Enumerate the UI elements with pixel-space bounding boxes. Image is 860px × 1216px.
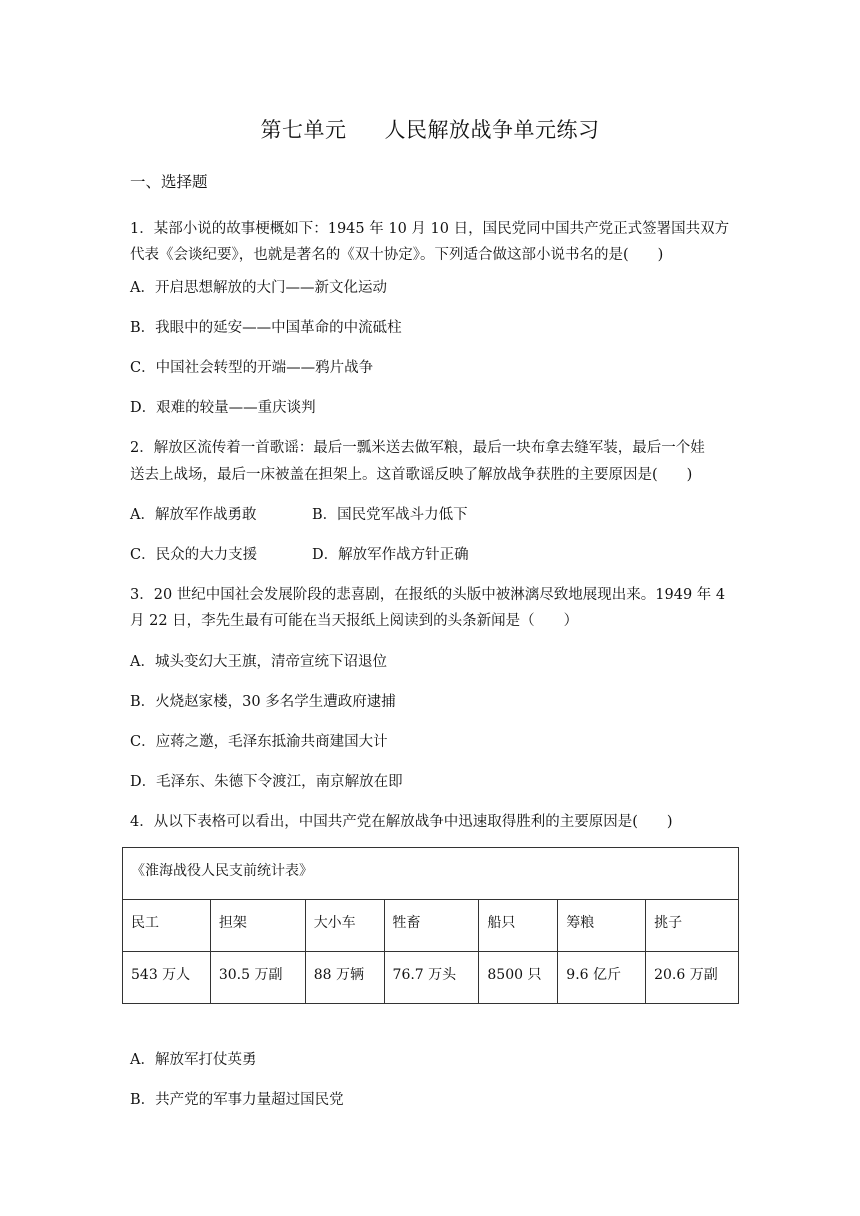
q1-option-d: D．艰难的较量——重庆谈判 bbox=[130, 400, 316, 416]
table-header-cell: 牲畜 bbox=[384, 900, 479, 952]
q2-options-row2 bbox=[130, 543, 469, 564]
q2-stem-line2: 送去上战场，最后一床被盖在担架上。这首歌谣反映了解放战争获胜的主要原因是( ) bbox=[130, 467, 693, 483]
section-heading: 一、选择题 bbox=[130, 173, 208, 191]
q1-stem-line2: 代表《会谈纪要》，也就是著名的《双十协定》。下列适合做这部小说书名的是( ) bbox=[130, 247, 664, 263]
title-unit: 第七单元 bbox=[260, 118, 347, 142]
table-header-cell: 挑子 bbox=[646, 900, 739, 952]
q3-option-c: C．应蒋之邀，毛泽东抵渝共商建国大计 bbox=[130, 734, 388, 750]
q1-option-c: C．中国社会转型的开端——鸦片战争 bbox=[130, 360, 374, 376]
q3-stem-line1: 3．20 世纪中国社会发展阶段的悲喜剧，在报纸的头版中被淋漓尽致地展现出来。1949 年 4 bbox=[130, 587, 726, 603]
q2-option-a: A．解放军作战勇敢 bbox=[130, 507, 257, 523]
table-header-cell: 担架 bbox=[210, 900, 305, 952]
q3-option-a: A．城头变幻大王旗，清帝宣统下诏退位 bbox=[130, 654, 387, 670]
q3-stem-line2: 月 22 日，李先生最有可能在当天报纸上阅读到的头条新闻是（ ） bbox=[130, 613, 579, 629]
q4-stem: 4．从以下表格可以看出，中国共产党在解放战争中迅速取得胜利的主要原因是( ) bbox=[130, 814, 673, 830]
q2-stem-line1: 2．解放区流传着一首歌谣：最后一瓢米送去做军粮，最后一块布拿去缝军装，最后一个娃 bbox=[130, 440, 705, 456]
table-cell: 543 万人 bbox=[123, 952, 211, 1004]
support-statistics-table bbox=[122, 847, 739, 1004]
table-cell: 88 万辆 bbox=[305, 952, 384, 1004]
table-header-cell: 民工 bbox=[123, 900, 211, 952]
table-header-cell: 筹粮 bbox=[558, 900, 646, 952]
q3-option-b: B．火烧赵家楼，30 多名学生遭政府逮捕 bbox=[130, 694, 396, 710]
table-header-row bbox=[123, 900, 739, 952]
table-cell: 8500 只 bbox=[479, 952, 558, 1004]
q2-option-c: C．民众的大力支援 bbox=[130, 547, 258, 563]
page-title bbox=[0, 114, 860, 144]
q2-option-b: B．国民党军战斗力低下 bbox=[312, 507, 468, 523]
table-cell: 9.6 亿斤 bbox=[558, 952, 646, 1004]
q1-option-b: B．我眼中的延安——中国革命的中流砥柱 bbox=[130, 320, 402, 336]
q2-option-d: D．解放军作战方针正确 bbox=[312, 547, 469, 563]
q2-options-row1 bbox=[130, 503, 468, 524]
q4-option-a: A．解放军打仗英勇 bbox=[130, 1052, 257, 1068]
table-cell: 20.6 万副 bbox=[646, 952, 739, 1004]
q4-option-b: B．共产党的军事力量超过国民党 bbox=[130, 1092, 344, 1108]
table-cell: 76.7 万头 bbox=[384, 952, 479, 1004]
table-header-cell: 大小车 bbox=[305, 900, 384, 952]
q3-option-d: D．毛泽东、朱德下令渡江，南京解放在即 bbox=[130, 774, 403, 790]
table-row bbox=[123, 952, 739, 1004]
title-topic: 人民解放战争单元练习 bbox=[384, 118, 600, 142]
q1-option-a: A．开启思想解放的大门——新文化运动 bbox=[130, 280, 387, 296]
table-header-cell: 船只 bbox=[479, 900, 558, 952]
q1-stem-line1: 1．某部小说的故事梗概如下：1945 年 10 月 10 日，国民党同中国共产党正式签署国共双方 bbox=[130, 221, 730, 237]
table-cell: 30.5 万副 bbox=[210, 952, 305, 1004]
table-caption-row bbox=[123, 848, 739, 900]
table-caption: 《淮海战役人民支前统计表》 bbox=[123, 848, 739, 900]
